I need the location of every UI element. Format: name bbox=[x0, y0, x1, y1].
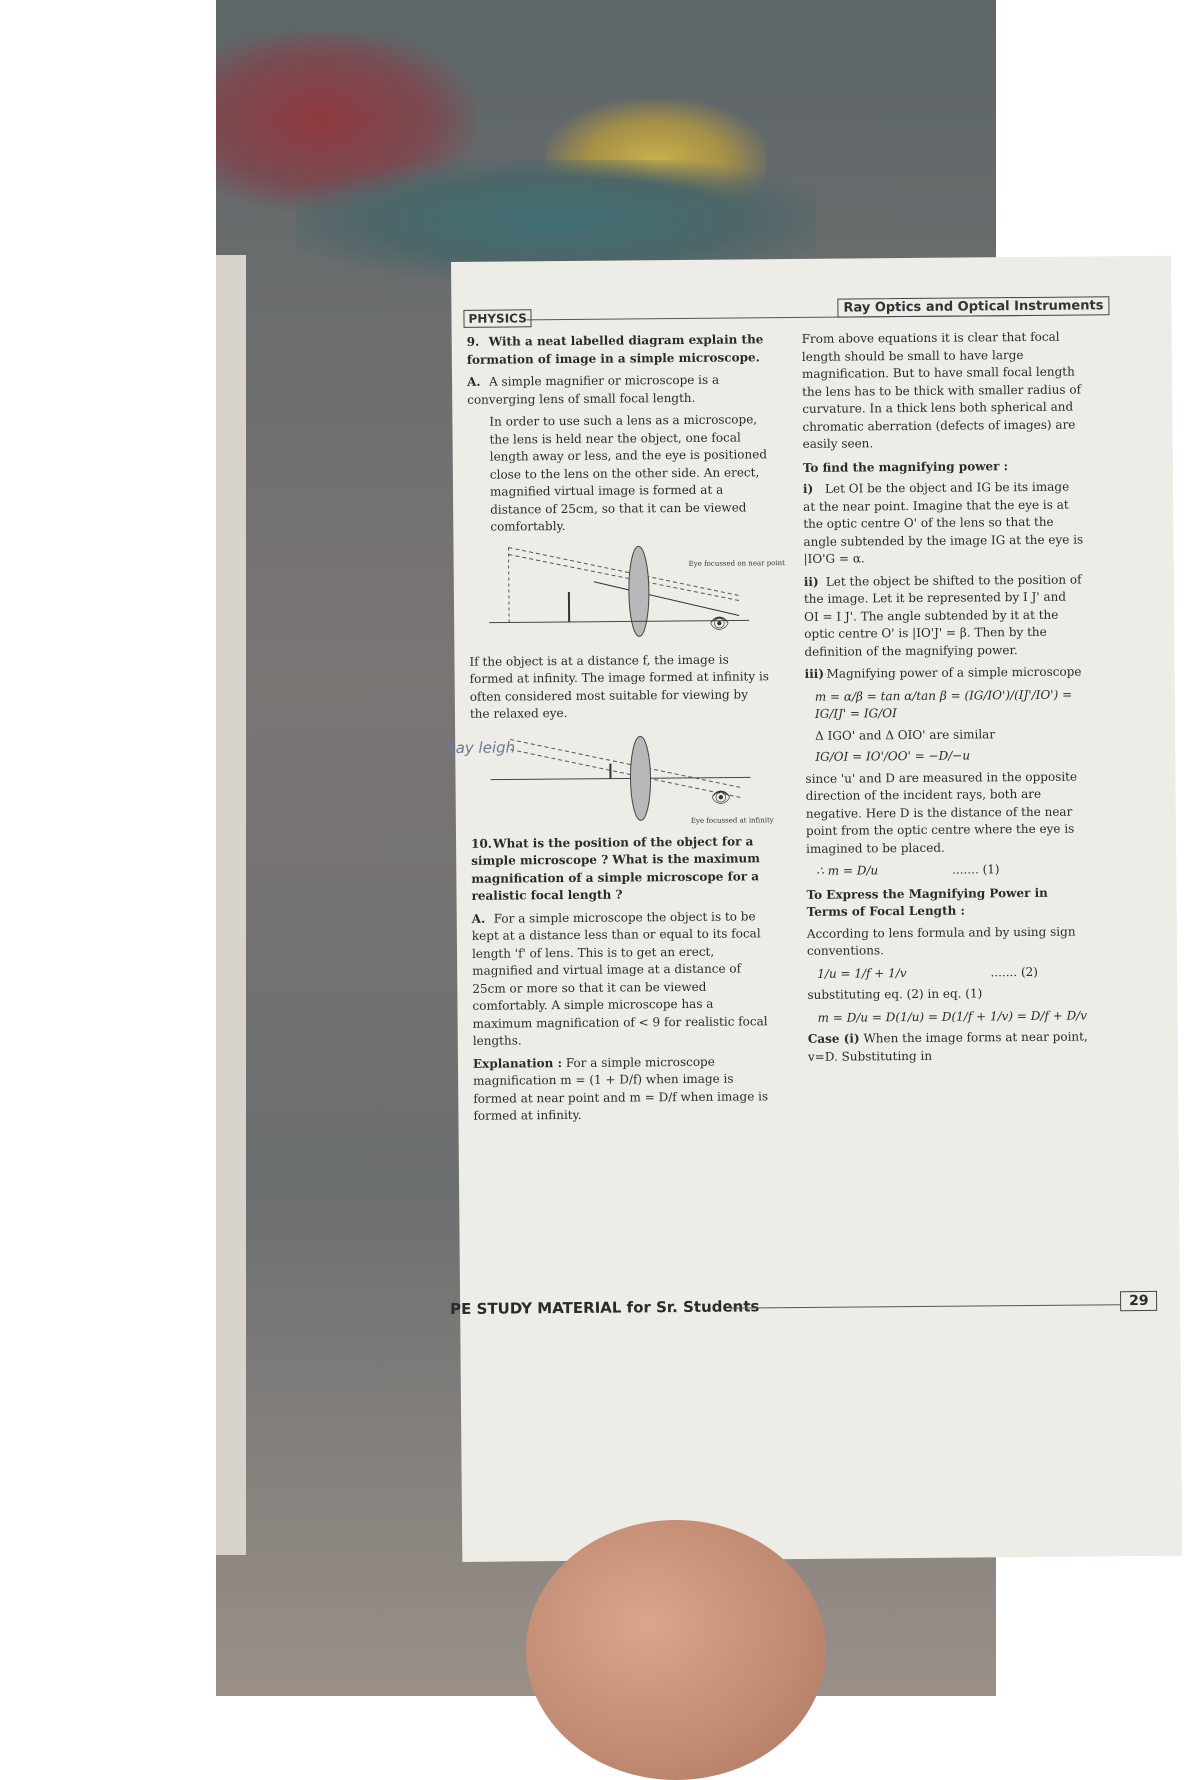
step-iii: iii) Magnifying power of a simple microscope bbox=[805, 663, 1085, 683]
finger bbox=[526, 1520, 826, 1780]
question-10: 10.What is the position of the object for a simple microscope ? What is the maximum magnification of a simple microscope for a realistic focal length ? bbox=[471, 833, 772, 906]
answer-9-paragraph-3: If the object is at a distance f, the image is formed at infinity. The image formed at infinity is often considered most suitable for viewing by the relaxed eye. bbox=[469, 651, 770, 724]
equation-2: 1/u = 1/f + 1/v ....... (2) bbox=[817, 963, 1087, 983]
substituting-text: substituting eq. (2) in eq. (1) bbox=[807, 984, 1087, 1004]
equation-1: ∴ m = D/u ....... (1) bbox=[816, 860, 1086, 880]
heading-magnifying-power: To find the magnifying power : bbox=[803, 457, 1083, 477]
subject-header: PHYSICS bbox=[463, 309, 531, 328]
heading-focal-length: To Express the Magnifying Power in Terms of Focal Length : bbox=[806, 884, 1086, 921]
since-paragraph: since 'u' and D are measured in the opposite direction of the incident rays, both are negative. Here D is the distance of the near point from the optic centre where the eye is imagined to be placed. bbox=[805, 768, 1086, 858]
left-column bbox=[467, 331, 774, 1130]
similar-triangles: Δ IGO' and Δ OIO' are similar bbox=[815, 725, 1085, 745]
answer-9: A. A simple magnifier or microscope is a converging lens of small focal length. bbox=[467, 371, 767, 409]
intro-paragraph: From above equations it is clear that focal length should be small to have large magnification. But to have small focal length the lens has to be thick with smaller radius of curvature. In a thick lens both spherical and chromatic aberration (defects of images) are easily seen. bbox=[802, 328, 1083, 453]
svg-text:👁: 👁 bbox=[711, 787, 731, 806]
formula-ratio: IG/OI = IO'/OO' = −D/−u bbox=[815, 746, 1085, 766]
adjacent-page-edge bbox=[216, 255, 246, 1555]
diagram2-label: Eye focussed at infinity bbox=[691, 816, 774, 825]
chapter-header: Ray Optics and Optical Instruments bbox=[837, 296, 1109, 317]
microscope-diagram-near-point bbox=[488, 540, 749, 647]
right-column bbox=[802, 328, 1088, 1070]
footer-title: PE STUDY MATERIAL for Sr. Students bbox=[450, 1297, 759, 1318]
explanation: Explanation : For a simple microscope magnification m = (1 + D/f) when image is formed at near point and m = D/f when image is formed at infinity. bbox=[473, 1053, 774, 1126]
case-i: Case (i) When the image forms at near point, v=D. Substituting in bbox=[808, 1028, 1088, 1065]
step-i: i) Let OI be the object and IG be its image at the near point. Imagine that the eye is at the optic centre O' of the lens so that the angle subtended by the image IG at the eye is |IO'G = α. bbox=[803, 478, 1084, 568]
page-number: 29 bbox=[1120, 1291, 1158, 1311]
photo-background bbox=[216, 0, 996, 1696]
svg-text:👁: 👁 bbox=[709, 613, 729, 632]
answer-10: A. For a simple microscope the object is to be kept at a distance less than or equal to its focal length 'f' of lens. This is to get an erect, magnified and virtual image at a distance of 25cm or more so that it can be viewed comfortably. A simple microscope has a maximum magnification of < 9 for realistic focal lengths. bbox=[472, 908, 773, 1051]
answer-9-paragraph-2: In order to use such a lens as a microscope, the lens is held near the object, one focal length away or less, and the eye is positioned close to the lens on the other side. An erect, magnified virtual image is formed at a distance of 25cm, so that it can be viewed comfortably. bbox=[467, 411, 768, 536]
handwritten-note: Ray leigh bbox=[445, 738, 515, 757]
question-9: 9. With a neat labelled diagram explain the formation of image in a simple microscope. bbox=[467, 331, 767, 369]
footer-rule bbox=[730, 1304, 1120, 1308]
textbook-page bbox=[451, 256, 1182, 1562]
equation-3: m = D/u = D(1/u) = D(1/f + 1/v) = D/f + D/v bbox=[818, 1007, 1088, 1027]
lens-formula-text: According to lens formula and by using sign conventions. bbox=[807, 923, 1087, 960]
diagram1-label: Eye focussed on near point bbox=[689, 559, 786, 568]
formula-magnification: m = α/β = tan α/tan β = (IG/IO')/(IJ'/IO') = IG/IJ' = IG/OI bbox=[815, 686, 1085, 723]
microscope-diagram-infinity bbox=[490, 727, 751, 829]
step-ii: ii) Let the object be shifted to the position of the image. Let it be represented by I J' and OI = I J'. The angle subtended by it at the optic centre O' is |IO'J' = β. Then by the definition of the magnifying power. bbox=[804, 571, 1085, 661]
